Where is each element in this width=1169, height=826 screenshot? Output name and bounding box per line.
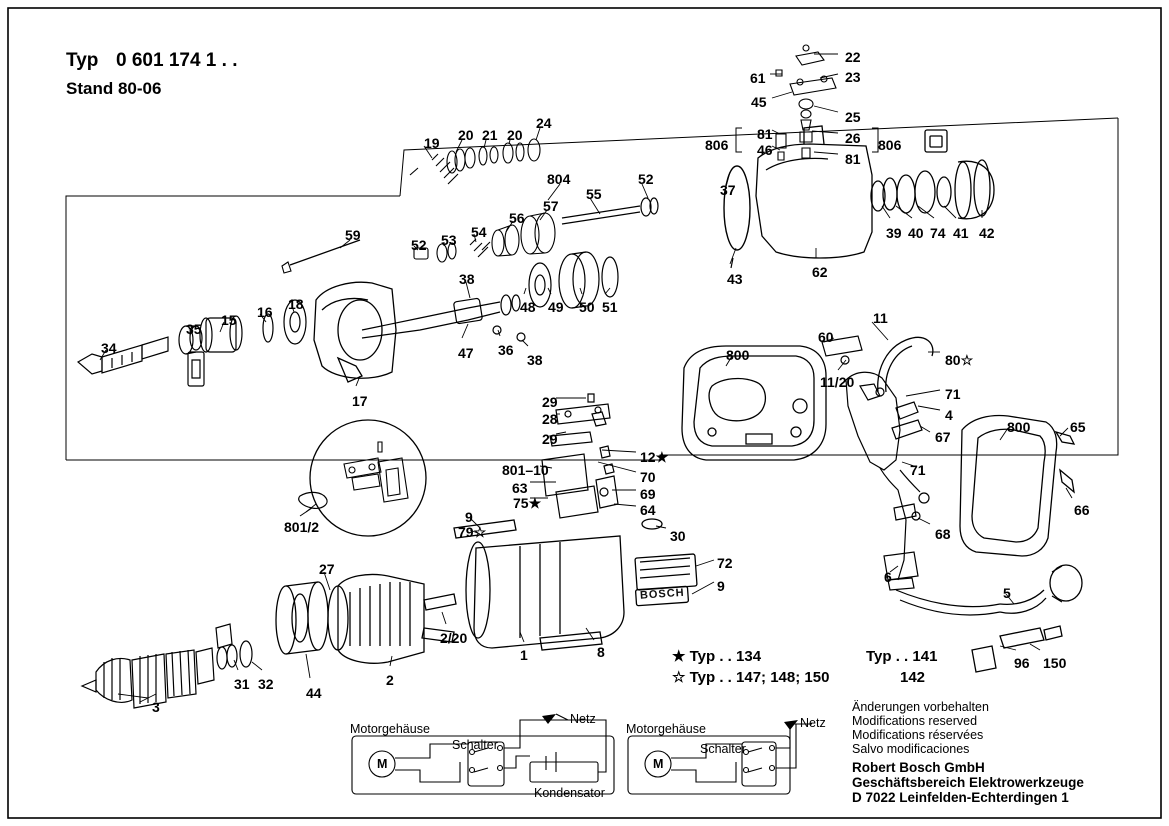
callout-71: 71 bbox=[910, 462, 926, 478]
callout-38: 38 bbox=[459, 271, 475, 287]
callout-31: 31 bbox=[234, 676, 250, 692]
wiring-left-switch-label: Schalter bbox=[452, 738, 498, 752]
wiring-left-capacitor-label: Kondensator bbox=[534, 786, 605, 800]
callout-11: 11 bbox=[873, 310, 888, 326]
stand-label: Stand 80-06 bbox=[66, 79, 162, 98]
footnote-typ-141: Typ . . 141 bbox=[866, 648, 938, 665]
callout-46: 46 bbox=[757, 142, 773, 158]
callout-52: 52 bbox=[411, 237, 427, 253]
callout-6: 6 bbox=[884, 569, 892, 585]
callout-49: 49 bbox=[548, 299, 564, 315]
callout-800: 800 bbox=[1007, 419, 1031, 435]
callout-59: 59 bbox=[345, 227, 361, 243]
callout-57: 57 bbox=[543, 198, 559, 214]
callout-69: 69 bbox=[640, 486, 656, 502]
callout-5: 5 bbox=[1003, 585, 1011, 601]
callout-81: 81 bbox=[757, 126, 773, 142]
callout-96: 96 bbox=[1014, 655, 1030, 671]
wiring-left-motor-label: M bbox=[377, 757, 388, 771]
callout-23: 23 bbox=[845, 69, 861, 85]
callout-800: 800 bbox=[726, 347, 750, 363]
callout-72: 72 bbox=[717, 555, 733, 571]
callout-20: 20 bbox=[458, 127, 474, 143]
callout-24: 24 bbox=[536, 115, 552, 131]
callout-28: 28 bbox=[542, 411, 558, 427]
callout-56: 56 bbox=[509, 210, 525, 226]
callout-60: 60 bbox=[818, 329, 834, 345]
callout-80: 80☆ bbox=[945, 352, 974, 368]
callout-35: 35 bbox=[186, 321, 202, 337]
callout-62: 62 bbox=[812, 264, 828, 280]
callout-34: 34 bbox=[101, 340, 117, 356]
callout-44: 44 bbox=[306, 685, 322, 701]
callout-37: 37 bbox=[720, 182, 736, 198]
callout-48: 48 bbox=[520, 299, 536, 315]
callout-54: 54 bbox=[471, 224, 487, 240]
company-name: Robert Bosch GmbH bbox=[852, 760, 985, 775]
callout-79: 79☆ bbox=[458, 524, 487, 540]
company-division: Geschäftsbereich Elektrowerkzeuge bbox=[852, 775, 1084, 790]
callout-2-20: 2/20 bbox=[440, 630, 468, 646]
callout-27: 27 bbox=[319, 561, 335, 577]
callout-38: 38 bbox=[527, 352, 543, 368]
wiring-left-mains-label: Netz bbox=[570, 712, 596, 726]
callout-70: 70 bbox=[640, 469, 656, 485]
callout-801-2: 801/2 bbox=[284, 519, 320, 535]
callout-81: 81 bbox=[845, 151, 861, 167]
callout-47: 47 bbox=[458, 345, 474, 361]
callout-9: 9 bbox=[465, 509, 473, 525]
company-address: D 7022 Leinfelden-Echterdingen 1 bbox=[852, 790, 1069, 805]
wiring-left-housing-label: Motorgehäuse bbox=[350, 722, 430, 736]
callout-806: 806 bbox=[878, 137, 902, 153]
callout-21: 21 bbox=[482, 127, 498, 143]
callout-65: 65 bbox=[1070, 419, 1086, 435]
callout-8: 8 bbox=[597, 644, 605, 660]
callout-41: 41 bbox=[953, 225, 969, 241]
typ-value: 0 601 174 1 . . bbox=[116, 50, 238, 71]
callout-29: 29 bbox=[542, 394, 558, 410]
callout-11-20: 11/20 bbox=[820, 374, 855, 390]
callout-43: 43 bbox=[727, 271, 743, 287]
footnote-star-solid: ★ Typ . . 134 bbox=[672, 648, 762, 665]
callout-64: 64 bbox=[640, 502, 656, 518]
callout-3: 3 bbox=[152, 699, 160, 715]
callout-52: 52 bbox=[638, 171, 654, 187]
legal-line-2: Modifications reserved bbox=[852, 714, 978, 728]
callout-74: 74 bbox=[930, 225, 946, 241]
callout-66: 66 bbox=[1074, 502, 1090, 518]
callout-806: 806 bbox=[705, 137, 729, 153]
callout-26: 26 bbox=[845, 130, 861, 146]
bosch-logo: BOSCH bbox=[639, 586, 686, 602]
callout-29: 29 bbox=[542, 431, 558, 447]
callout-22: 22 bbox=[845, 49, 861, 65]
callout-16: 16 bbox=[257, 304, 273, 320]
callout-71: 71 bbox=[945, 386, 961, 402]
callout-18: 18 bbox=[288, 296, 304, 312]
callout-150: 150 bbox=[1043, 655, 1067, 671]
wiring-right-mains-label: Netz bbox=[800, 716, 826, 730]
callout-51: 51 bbox=[602, 299, 618, 315]
callout-40: 40 bbox=[908, 225, 924, 241]
callout-2: 2 bbox=[386, 672, 394, 688]
callout-50: 50 bbox=[579, 299, 595, 315]
callout-19: 19 bbox=[424, 135, 440, 151]
callout-25: 25 bbox=[845, 109, 861, 125]
callout-9: 9 bbox=[717, 578, 725, 594]
callout-36: 36 bbox=[498, 342, 514, 358]
callout-67: 67 bbox=[935, 429, 951, 445]
callout-32: 32 bbox=[258, 676, 274, 692]
callout-61: 61 bbox=[750, 70, 766, 86]
typ-label: Typ bbox=[66, 50, 99, 71]
callout-20: 20 bbox=[507, 127, 523, 143]
callout-63: 63 bbox=[512, 480, 528, 496]
callout-1: 1 bbox=[520, 647, 528, 663]
legal-line-3: Modifications réservées bbox=[852, 728, 984, 742]
callout-12: 12★ bbox=[640, 449, 669, 465]
callout-53: 53 bbox=[441, 232, 457, 248]
callout-68: 68 bbox=[935, 526, 951, 542]
callout-804: 804 bbox=[547, 171, 571, 187]
footnote-star-open: ☆ Typ . . 147; 148; 150 bbox=[672, 669, 830, 686]
callout-42: 42 bbox=[979, 225, 995, 241]
callout-15: 15 bbox=[221, 312, 237, 328]
callout-75: 75★ bbox=[513, 495, 542, 511]
callout-39: 39 bbox=[886, 225, 902, 241]
legal-line-4: Salvo modificaciones bbox=[852, 742, 970, 756]
callout-4: 4 bbox=[945, 407, 953, 423]
footnote-typ-142: 142 bbox=[900, 669, 926, 686]
wiring-right-switch-label: Schalter bbox=[700, 742, 746, 756]
callout-30: 30 bbox=[670, 528, 686, 544]
callout-17: 17 bbox=[352, 393, 368, 409]
callout-55: 55 bbox=[586, 186, 602, 202]
wiring-right-housing-label: Motorgehäuse bbox=[626, 722, 706, 736]
legal-line-1: Änderungen vorbehalten bbox=[852, 700, 989, 714]
wiring-right-motor-label: M bbox=[653, 757, 664, 771]
callout-45: 45 bbox=[751, 94, 767, 110]
callout-801-10: 801–10 bbox=[502, 462, 549, 478]
